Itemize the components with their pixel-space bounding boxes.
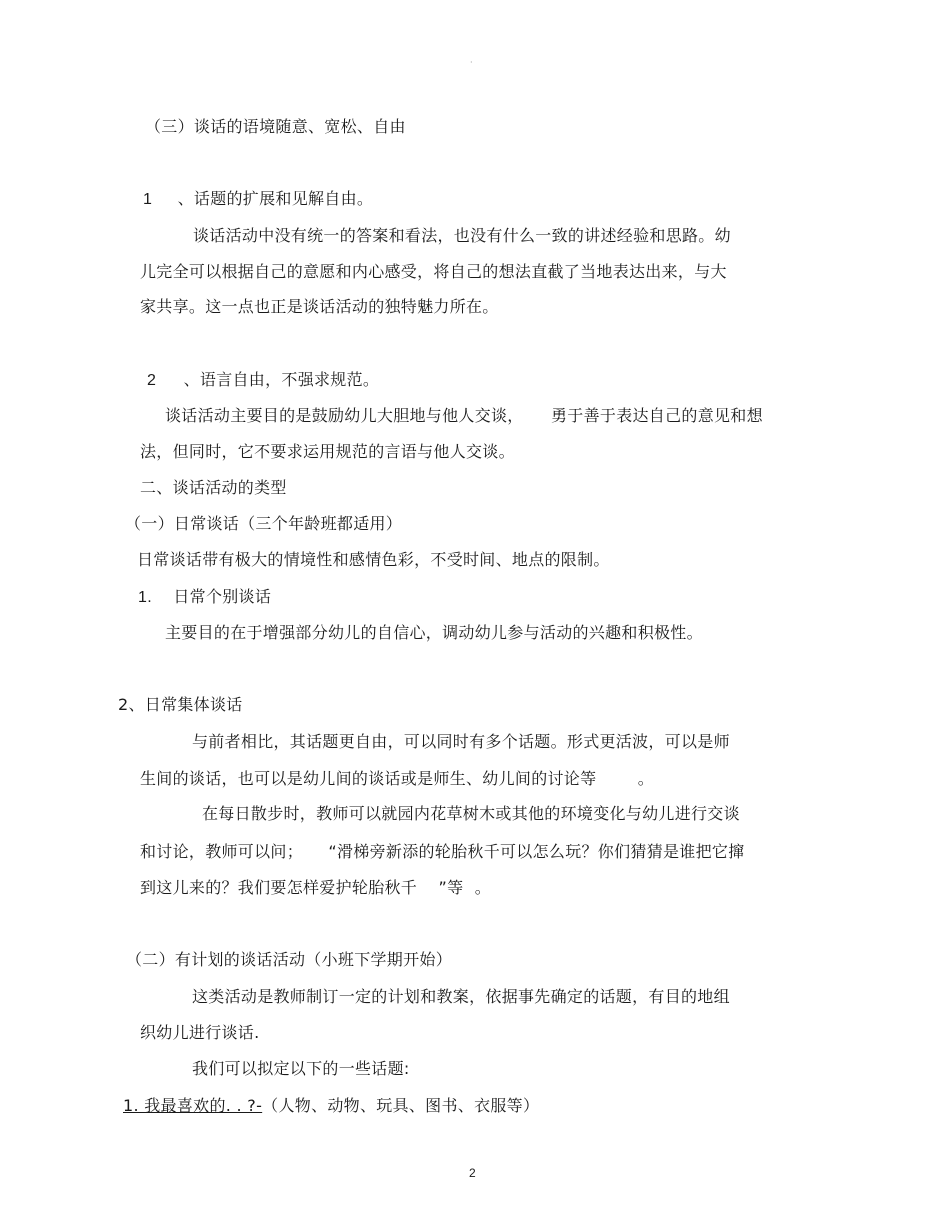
paragraph-line: 这类活动是教师制订一定的计划和教案，依据事先确定的话题，有目的地组 (192, 987, 730, 1006)
paragraph-line: 我们可以拟定以下的一些话题: (192, 1059, 410, 1078)
list-item-heading (138, 587, 271, 608)
paragraph-line: 主要目的在于增强部分幼儿的自信心，调动幼儿参与活动的兴趣和积极性。 (165, 623, 703, 642)
subheading-2 (147, 370, 379, 391)
subheading-number: 1 (143, 191, 153, 208)
paragraph-line: 日常谈话带有极大的情境性和感情色彩，不受时间、地点的限制。 (137, 550, 610, 569)
paragraph-line (165, 406, 763, 426)
paragraph-fragment: 谈话活动主要目的是鼓励幼儿大胆地与他人交谈， (165, 406, 524, 425)
list-text: 日常个别谈话 (173, 587, 272, 606)
subheading-text: 、语言自由，不强求规范。 (183, 370, 380, 389)
subheading-number: 2 (147, 372, 157, 389)
section-heading-2: 二、谈话活动的类型 (140, 478, 287, 497)
paragraph-line: 织幼儿进行谈话. (140, 1023, 260, 1042)
section-heading-1b: （二）有计划的谈话活动（小班下学期开始） (126, 950, 453, 969)
paragraph-fragment: 。 (474, 878, 492, 897)
paragraph-fragment: 和讨论，教师可以问； (140, 842, 304, 861)
section-heading-3: （三）谈话的语境随意、宽松、自由 (145, 117, 406, 136)
quote-fragment: 到这儿来的？我们要怎样爱护轮胎秋千 (140, 878, 418, 897)
paragraph-fragment: 生间的谈话，也可以是幼儿间的谈话或是师生、幼儿间的讨论等 (140, 769, 597, 788)
quote-fragment: “滑梯旁新添的轮胎秋千可以怎么玩？你们猜猜是谁把它撺 (328, 842, 745, 861)
paragraph-line (140, 878, 491, 898)
paragraph-fragment: 。 (637, 769, 655, 788)
section-heading-1: （一）日常谈话（三个年龄班都适用） (125, 514, 403, 533)
paragraph-line (140, 769, 654, 789)
topic-underlined: 1. 我最喜欢的. . ?- (123, 1096, 263, 1115)
page-number: 2 (469, 1166, 476, 1180)
topic-examples: （人物、动物、玩具、图书、衣服等） (262, 1096, 540, 1115)
paragraph-line: 法，但同时，它不要求运用规范的言语与他人交谈。 (140, 442, 515, 461)
quote-fragment: ”等 (438, 878, 464, 897)
paragraph-line: 儿完全可以根据自己的意愿和内心感受，将自己的想法直截了当地表达出来，与大 (140, 262, 727, 281)
paragraph-fragment: 勇于善于表达自己的意见和想 (551, 406, 763, 425)
paragraph-line: 与前者相比，其话题更自由，可以同时有多个话题。形式更活波，可以是师 (192, 732, 730, 751)
subheading-text: 、话题的扩展和见解自由。 (177, 189, 374, 208)
paragraph-line (140, 842, 745, 862)
paragraph-line: 谈话活动中没有统一的答案和看法，也没有什么一致的讲述经验和思路。幼 (193, 226, 731, 245)
list-item-heading: 2、日常集体谈话 (118, 695, 243, 714)
topic-list-item (123, 1096, 539, 1116)
header-mark: · (470, 58, 473, 67)
list-number: 1. (138, 589, 152, 606)
subheading-1 (143, 189, 373, 210)
paragraph-line: 家共享。这一点也正是谈话活动的独特魅力所在。 (140, 297, 499, 316)
paragraph-line: 在每日散步时，教师可以就园内花草树木或其他的环境变化与幼儿进行交谈 (202, 804, 740, 823)
